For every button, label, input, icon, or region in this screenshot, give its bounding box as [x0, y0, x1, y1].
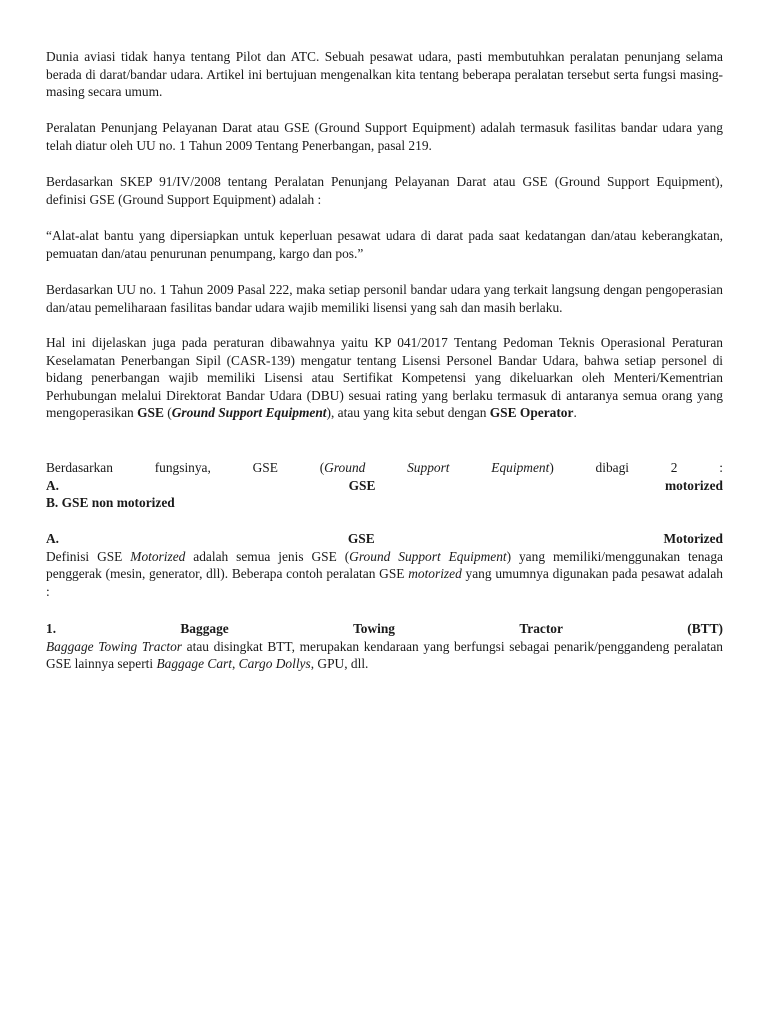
section-a-heading: A. GSE Motorized	[46, 531, 723, 546]
gse-full-term: Ground Support Equipment	[171, 405, 327, 421]
gse-term: GSE	[137, 405, 164, 421]
paragraph-uu-222: Berdasarkan UU no. 1 Tahun 2009 Pasal 222, maka setiap personil bandar udara yang terkait langsung dengan pengoperasian dan/atau pemeliharaan fasilitas bandar udara wajib memiliki lisensi yang sah dan masih berlaku.	[46, 282, 723, 315]
paragraph-gse-categories	[46, 459, 723, 512]
section-a-definition: Definisi GSE Motorized adalah semua jenis GSE (Ground Support Equipment) yang memiliki/menggunakan tenaga penggerak (mesin, generator, dll). Beberapa contoh peralatan GSE motorized yang umumnya digunakan pada pesawat adalah :	[46, 548, 723, 599]
section-a-motorized	[46, 530, 723, 600]
categories-intro-line: Berdasarkan fungsinya, GSE (Ground Support Equipment) dibagi 2 :	[46, 460, 723, 475]
paragraph-quote: “Alat-alat bantu yang dipersiapkan untuk keperluan pesawat udara di darat pada saat kedatangan dan/atau keberangkatan, pemuatan dan/atau penurunan penumpang, kargo dan pos.”	[46, 228, 723, 261]
paragraph-intro: Dunia aviasi tidak hanya tentang Pilot dan ATC. Sebuah pesawat udara, pasti membutuhkan peralatan penunjang selama berada di darat/bandar udara. Artikel ini bertujuan mengenalkan kita tentang beberapa peralatan tersebut serta fungsi masing-masing secara umum.	[46, 49, 723, 100]
category-b-line: B. GSE non motorized	[46, 495, 175, 511]
item-baggage-towing-tractor	[46, 620, 723, 673]
category-a-line: A. GSE motorized	[46, 477, 723, 493]
paragraph-skep: Berdasarkan SKEP 91/IV/2008 tentang Peralatan Penunjang Pelayanan Darat atau GSE (Ground Support Equipment), definisi GSE (Ground Support Equipment) adalah :	[46, 174, 723, 207]
item-1-description: Baggage Towing Tractor atau disingkat BTT, merupakan kendaraan yang berfungsi sebagai penarik/penggandeng peralatan GSE lainnya seperti Baggage Cart, Cargo Dollys, GPU, dll.	[46, 638, 723, 672]
gse-operator-term: GSE Operator	[489, 405, 574, 421]
paragraph-kp-041: Hal ini dijelaskan juga pada peraturan dibawahnya yaitu KP 041/2017 Tentang Pedoman Teknis Operasional Peraturan Keselamatan Penerbangan Sipil (CASR-139) mengatur tentang Lisensi Personel Bandar Udara, bahwa setiap personel di bidang penerbangan wajib memiliki Lisensi atau Sertifikat Kompetensi yang dikeluarkan oleh Menteri/Kementrian Perhubungan melalui Direktorat Bandar Udara (DBU) sesuai rating yang berlaku termasuk di antaranya semua orang yang mengoperasikan GSE (Ground Support Equipment), atau yang kita sebut dengan GSE Operator.	[46, 335, 723, 421]
item-1-heading: 1. Baggage Towing Tractor (BTT)	[46, 621, 723, 636]
paragraph-gse-definition-law: Peralatan Penunjang Pelayanan Darat atau GSE (Ground Support Equipment) adalah termasuk fasilitas bandar udara yang telah diatur oleh UU no. 1 Tahun 2009 Tentang Penerbangan, pasal 219.	[46, 120, 723, 153]
